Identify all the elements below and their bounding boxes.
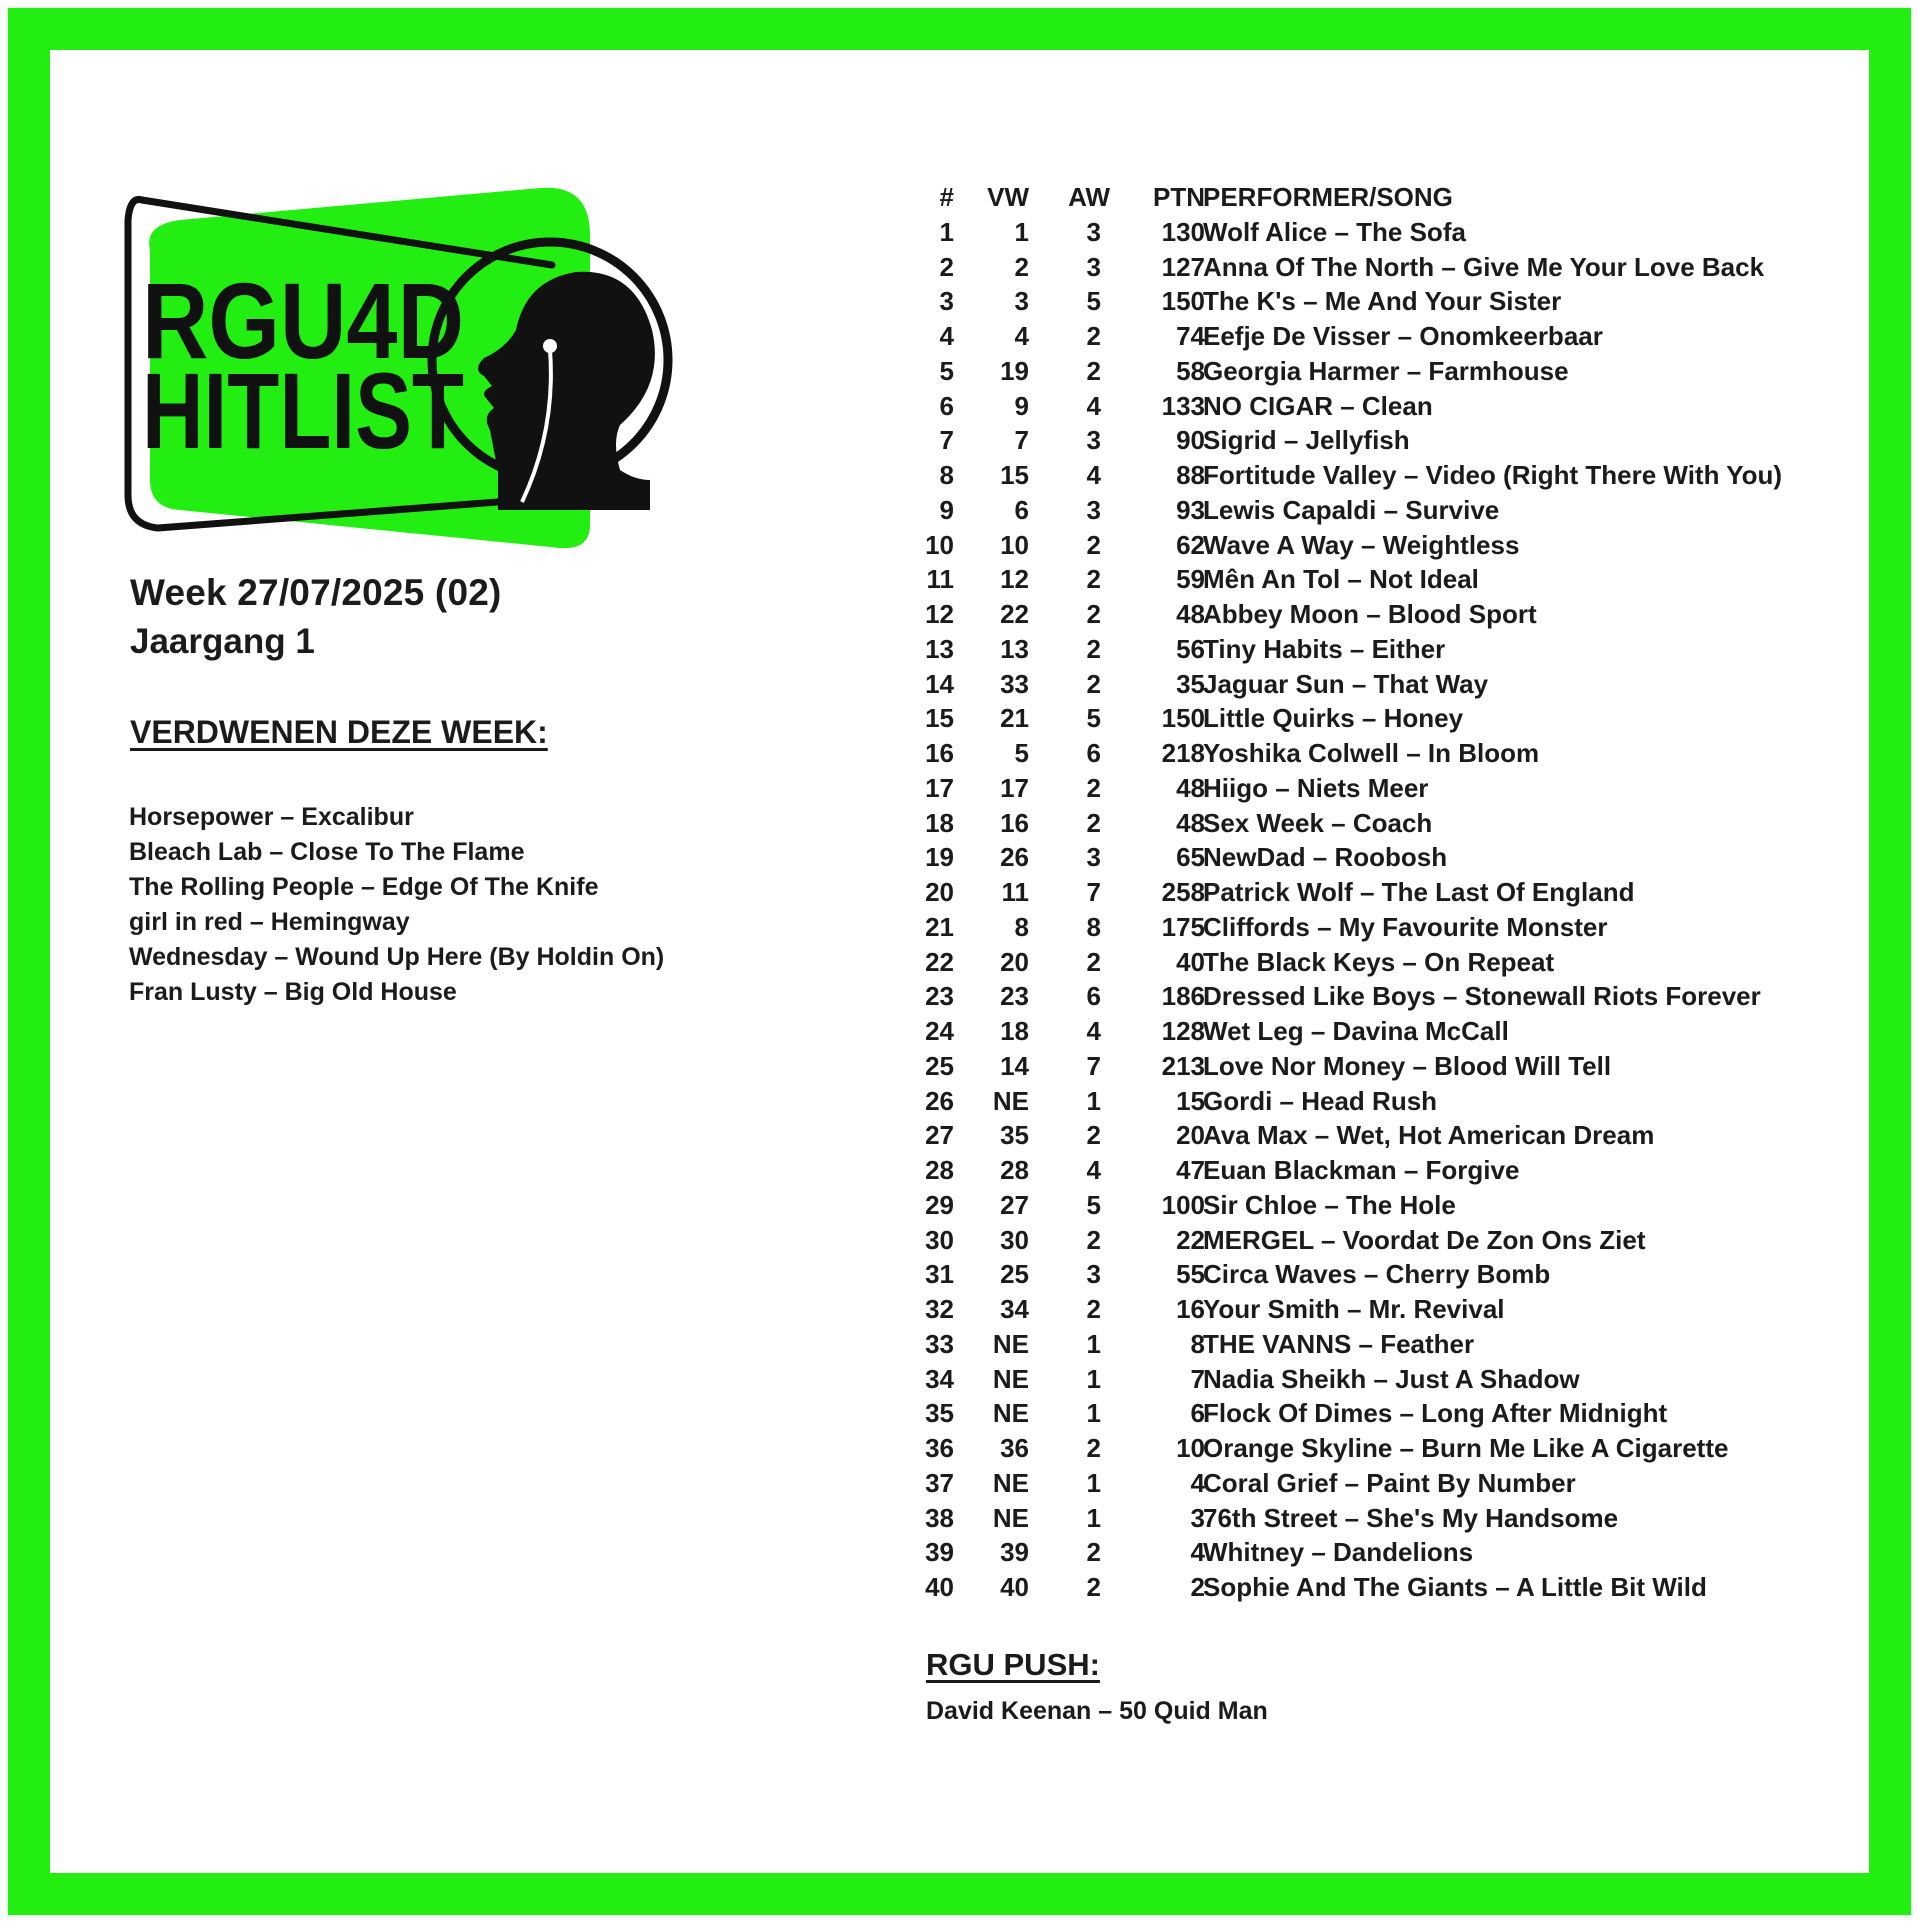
row-last-week: 27 — [1000, 1189, 1029, 1220]
row-points: 22 — [1176, 1224, 1205, 1255]
row-last-week: NE — [992, 1398, 1029, 1429]
row-weeks: 6 — [1086, 738, 1101, 768]
row-performer-song: Sigrid – Jellyfish — [1203, 425, 1410, 456]
row-points: 15 — [1176, 1085, 1205, 1116]
row-points: 100 — [1161, 1189, 1205, 1220]
row-position: 17 — [925, 772, 954, 803]
row-last-week: NE — [992, 1085, 1029, 1116]
row-points: 20 — [1176, 1120, 1205, 1151]
dropped-item: girl in red – Hemingway — [129, 908, 410, 936]
row-points: 48 — [1176, 772, 1205, 803]
row-weeks: 8 — [1086, 911, 1101, 942]
row-points: 150 — [1161, 286, 1205, 317]
row-position: 39 — [925, 1537, 954, 1568]
row-points: 62 — [1176, 529, 1205, 560]
row-performer-song: Sex Week – Coach — [1203, 807, 1433, 838]
row-weeks: 1 — [1086, 1502, 1101, 1533]
row-last-week: 35 — [1000, 1120, 1029, 1151]
row-last-week: 39 — [1000, 1537, 1029, 1568]
dropped-list — [129, 800, 664, 1010]
row-points: 35 — [1176, 668, 1205, 699]
row-position: 29 — [925, 1189, 954, 1220]
col-header-performer-song: PERFORMER/SONG — [1203, 182, 1453, 212]
col-header-last-week: VW — [987, 182, 1029, 212]
row-last-week: 4 — [1014, 321, 1029, 351]
row-performer-song: NO CIGAR – Clean — [1203, 390, 1433, 421]
logo-line1: RGU4D — [142, 260, 464, 381]
row-position: 18 — [925, 807, 954, 838]
row-weeks: 3 — [1086, 425, 1101, 456]
dropped-heading: VERDWENEN DEZE WEEK: — [130, 714, 548, 750]
row-performer-song: Tiny Habits – Either — [1203, 633, 1446, 664]
row-weeks: 2 — [1086, 564, 1101, 595]
row-points: 128 — [1161, 1016, 1205, 1046]
row-position: 13 — [925, 633, 954, 664]
row-last-week: 28 — [1000, 1155, 1029, 1185]
row-last-week: 33 — [1000, 668, 1029, 699]
row-position: 22 — [925, 946, 954, 977]
row-performer-song: Eefje De Visser – Onomkeerbaar — [1203, 321, 1603, 351]
row-position: 4 — [939, 321, 954, 351]
row-performer-song: The Black Keys – On Repeat — [1203, 946, 1555, 977]
row-last-week: 2 — [1014, 251, 1029, 282]
row-weeks: 6 — [1086, 981, 1101, 1012]
row-performer-song: Fortitude Valley – Video (Right There With You) — [1203, 460, 1783, 490]
row-performer-song: Euan Blackman – Forgive — [1203, 1155, 1520, 1185]
row-position: 33 — [925, 1328, 954, 1359]
row-weeks: 2 — [1086, 599, 1101, 629]
row-points: 7 — [1190, 1363, 1205, 1394]
row-weeks: 2 — [1086, 946, 1101, 977]
row-last-week: 22 — [1000, 599, 1029, 629]
row-position: 21 — [925, 911, 954, 942]
row-position: 27 — [925, 1120, 954, 1151]
row-weeks: 2 — [1086, 1224, 1101, 1255]
row-position: 5 — [939, 355, 954, 386]
row-weeks: 2 — [1086, 1537, 1101, 1568]
row-position: 3 — [939, 286, 954, 317]
row-weeks: 3 — [1086, 251, 1101, 282]
row-points: 130 — [1161, 216, 1205, 247]
row-performer-song: MERGEL – Voordat De Zon Ons Ziet — [1203, 1224, 1646, 1255]
row-points: 16 — [1176, 1294, 1205, 1324]
row-points: 56 — [1176, 633, 1205, 664]
row-last-week: 11 — [1001, 877, 1029, 907]
rgu4d-hitlist-logo — [120, 180, 680, 550]
dropped-item: Bleach Lab – Close To The Flame — [129, 838, 525, 866]
row-performer-song: Little Quirks – Honey — [1203, 703, 1464, 734]
row-last-week: 3 — [1014, 286, 1029, 317]
row-performer-song: NewDad – Roobosh — [1203, 842, 1448, 873]
row-position: 20 — [925, 877, 954, 907]
row-points: 48 — [1176, 599, 1205, 629]
row-points: 213 — [1161, 1050, 1205, 1081]
row-weeks: 3 — [1086, 1259, 1101, 1290]
row-points: 3 — [1190, 1502, 1205, 1533]
row-position: 24 — [925, 1016, 954, 1046]
row-position: 15 — [925, 703, 954, 734]
row-position: 25 — [925, 1050, 954, 1081]
row-weeks: 7 — [1086, 1050, 1101, 1081]
row-performer-song: Mên An Tol – Not Ideal — [1203, 564, 1479, 595]
row-weeks: 5 — [1086, 286, 1101, 317]
row-position: 11 — [926, 564, 954, 595]
row-points: 74 — [1176, 321, 1205, 351]
row-points: 186 — [1161, 981, 1205, 1012]
row-weeks: 2 — [1086, 1572, 1101, 1602]
row-last-week: 5 — [1014, 738, 1029, 768]
row-performer-song: 76th Street – She's My Handsome — [1203, 1502, 1619, 1533]
row-last-week: 25 — [1000, 1259, 1029, 1290]
row-performer-song: Love Nor Money – Blood Will Tell — [1203, 1050, 1612, 1081]
row-points: 58 — [1176, 355, 1205, 386]
row-performer-song: Wolf Alice – The Sofa — [1203, 216, 1466, 247]
row-weeks: 1 — [1086, 1328, 1101, 1359]
col-header-points: PTN — [1153, 182, 1205, 212]
logo-line2: HITLIST — [142, 350, 464, 471]
row-performer-song: Coral Grief – Paint By Number — [1203, 1467, 1576, 1498]
col-header-weeks: AW — [1068, 182, 1110, 212]
row-position: 6 — [939, 390, 954, 421]
row-last-week: 20 — [1000, 946, 1029, 977]
row-last-week: 1 — [1014, 216, 1029, 247]
row-last-week: 8 — [1014, 911, 1029, 942]
row-performer-song: The K's – Me And Your Sister — [1203, 286, 1562, 317]
row-last-week: 18 — [1000, 1016, 1029, 1046]
row-weeks: 2 — [1086, 1294, 1101, 1324]
push-heading: RGU PUSH: — [926, 1647, 1100, 1682]
col-header-position: # — [939, 182, 954, 212]
push-item: David Keenan – 50 Quid Man — [926, 1697, 1268, 1725]
row-points: 218 — [1161, 738, 1205, 768]
row-performer-song: Whitney – Dandelions — [1203, 1537, 1474, 1568]
row-performer-song: Cliffords – My Favourite Monster — [1203, 911, 1608, 942]
row-performer-song: Sophie And The Giants – A Little Bit Wild — [1203, 1572, 1707, 1602]
row-points: 55 — [1176, 1259, 1205, 1290]
row-last-week: NE — [992, 1467, 1029, 1498]
row-weeks: 1 — [1086, 1085, 1101, 1116]
row-points: 59 — [1176, 564, 1205, 595]
row-position: 12 — [925, 599, 954, 629]
row-last-week: 30 — [1000, 1224, 1029, 1255]
dropped-item: Horsepower – Excalibur — [129, 803, 414, 831]
row-last-week: 13 — [1000, 633, 1029, 664]
row-weeks: 1 — [1086, 1467, 1101, 1498]
row-position: 36 — [925, 1433, 954, 1463]
row-last-week: 15 — [1000, 460, 1029, 490]
row-points: 6 — [1190, 1398, 1205, 1429]
row-weeks: 2 — [1086, 668, 1101, 699]
row-position: 26 — [925, 1085, 954, 1116]
row-points: 8 — [1190, 1328, 1205, 1359]
row-last-week: 6 — [1014, 494, 1029, 525]
row-last-week: 9 — [1014, 390, 1029, 421]
row-position: 38 — [925, 1502, 954, 1533]
row-performer-song: Ava Max – Wet, Hot American Dream — [1203, 1120, 1655, 1151]
row-position: 40 — [925, 1572, 954, 1602]
row-position: 37 — [925, 1467, 954, 1498]
row-performer-song: Georgia Harmer – Farmhouse — [1203, 355, 1569, 386]
row-weeks: 2 — [1086, 1433, 1101, 1463]
row-position: 16 — [925, 738, 954, 768]
row-position: 7 — [939, 425, 954, 456]
row-points: 127 — [1161, 251, 1205, 282]
row-weeks: 2 — [1086, 1120, 1101, 1151]
row-points: 2 — [1190, 1572, 1205, 1602]
row-position: 30 — [925, 1224, 954, 1255]
row-performer-song: Anna Of The North – Give Me Your Love Back — [1203, 251, 1765, 282]
row-weeks: 7 — [1086, 877, 1101, 907]
row-position: 9 — [939, 494, 954, 525]
row-weeks: 2 — [1086, 529, 1101, 560]
week-title: Week 27/07/2025 (02) — [130, 572, 502, 613]
row-weeks: 5 — [1086, 703, 1101, 734]
row-last-week: 34 — [1000, 1294, 1029, 1324]
dropped-item: Fran Lusty – Big Old House — [129, 978, 457, 1006]
row-points: 65 — [1176, 842, 1205, 873]
row-performer-song: Patrick Wolf – The Last Of England — [1203, 877, 1635, 907]
row-position: 10 — [925, 529, 954, 560]
row-performer-song: Flock Of Dimes – Long After Midnight — [1203, 1398, 1668, 1429]
row-last-week: 26 — [1000, 842, 1029, 873]
row-weeks: 3 — [1086, 494, 1101, 525]
row-weeks: 2 — [1086, 355, 1101, 386]
row-position: 35 — [925, 1398, 954, 1429]
dropped-item: Wednesday – Wound Up Here (By Holdin On) — [129, 943, 665, 971]
row-weeks: 2 — [1086, 807, 1101, 838]
row-last-week: 12 — [1000, 564, 1029, 595]
row-last-week: 36 — [1000, 1433, 1029, 1463]
row-position: 14 — [925, 668, 954, 699]
row-last-week: 40 — [1000, 1572, 1029, 1602]
row-last-week: 10 — [1000, 529, 1029, 560]
row-last-week: 17 — [1000, 772, 1029, 803]
row-points: 88 — [1176, 460, 1205, 490]
row-weeks: 3 — [1086, 216, 1101, 247]
row-weeks: 3 — [1086, 842, 1101, 873]
row-weeks: 1 — [1086, 1398, 1101, 1429]
row-weeks: 2 — [1086, 633, 1101, 664]
row-performer-song: Sir Chloe – The Hole — [1203, 1189, 1456, 1220]
row-performer-song: Yoshika Colwell – In Bloom — [1203, 738, 1540, 768]
row-last-week: 21 — [1000, 703, 1029, 734]
row-position: 34 — [925, 1363, 954, 1394]
row-last-week: 16 — [1000, 807, 1029, 838]
row-performer-song: Gordi – Head Rush — [1203, 1085, 1438, 1116]
row-points: 10 — [1176, 1433, 1205, 1463]
row-weeks: 4 — [1086, 390, 1101, 421]
row-performer-song: Dressed Like Boys – Stonewall Riots Forever — [1203, 981, 1761, 1012]
row-points: 40 — [1176, 946, 1205, 977]
row-weeks: 4 — [1086, 1016, 1101, 1046]
row-performer-song: THE VANNS – Feather — [1203, 1328, 1475, 1359]
row-performer-song: Abbey Moon – Blood Sport — [1203, 599, 1537, 629]
row-position: 23 — [925, 981, 954, 1012]
row-weeks: 5 — [1086, 1189, 1101, 1220]
row-last-week: NE — [992, 1363, 1029, 1394]
row-performer-song: Wet Leg – Davina McCall — [1203, 1016, 1509, 1046]
row-weeks: 1 — [1086, 1363, 1101, 1394]
row-last-week: NE — [992, 1328, 1029, 1359]
row-weeks: 4 — [1086, 460, 1101, 490]
row-performer-song: Hiigo – Niets Meer — [1203, 772, 1429, 803]
row-position: 1 — [939, 216, 954, 247]
row-points: 4 — [1190, 1537, 1205, 1568]
row-performer-song: Lewis Capaldi – Survive — [1203, 494, 1500, 525]
row-points: 4 — [1190, 1467, 1205, 1498]
row-points: 133 — [1161, 390, 1205, 421]
row-last-week: 14 — [1000, 1050, 1029, 1081]
row-points: 175 — [1161, 911, 1205, 942]
row-points: 258 — [1161, 877, 1205, 907]
row-position: 31 — [925, 1259, 954, 1290]
row-points: 48 — [1176, 807, 1205, 838]
row-performer-song: Orange Skyline – Burn Me Like A Cigarette — [1203, 1433, 1729, 1463]
row-weeks: 2 — [1086, 321, 1101, 351]
row-points: 90 — [1176, 425, 1205, 456]
row-last-week: 7 — [1014, 425, 1029, 456]
row-last-week: 19 — [1000, 355, 1029, 386]
logo-graphic — [120, 180, 680, 550]
dropped-item: The Rolling People – Edge Of The Knife — [129, 873, 599, 901]
row-last-week: 23 — [1000, 981, 1029, 1012]
row-points: 150 — [1161, 703, 1205, 734]
row-performer-song: Nadia Sheikh – Just A Shadow — [1203, 1363, 1580, 1394]
row-position: 8 — [939, 460, 954, 490]
row-position: 28 — [925, 1155, 954, 1185]
row-position: 2 — [939, 251, 954, 282]
row-position: 32 — [925, 1294, 954, 1324]
row-points: 93 — [1176, 494, 1205, 525]
row-performer-song: Jaguar Sun – That Way — [1203, 668, 1489, 699]
row-weeks: 2 — [1086, 772, 1101, 803]
row-position: 19 — [925, 842, 954, 873]
row-points: 47 — [1176, 1155, 1205, 1185]
row-last-week: NE — [992, 1502, 1029, 1533]
volume-label: Jaargang 1 — [130, 622, 315, 661]
row-performer-song: Circa Waves – Cherry Bomb — [1203, 1259, 1551, 1290]
row-performer-song: Wave A Way – Weightless — [1203, 529, 1520, 560]
row-weeks: 4 — [1086, 1155, 1101, 1185]
row-performer-song: Your Smith – Mr. Revival — [1203, 1294, 1505, 1324]
